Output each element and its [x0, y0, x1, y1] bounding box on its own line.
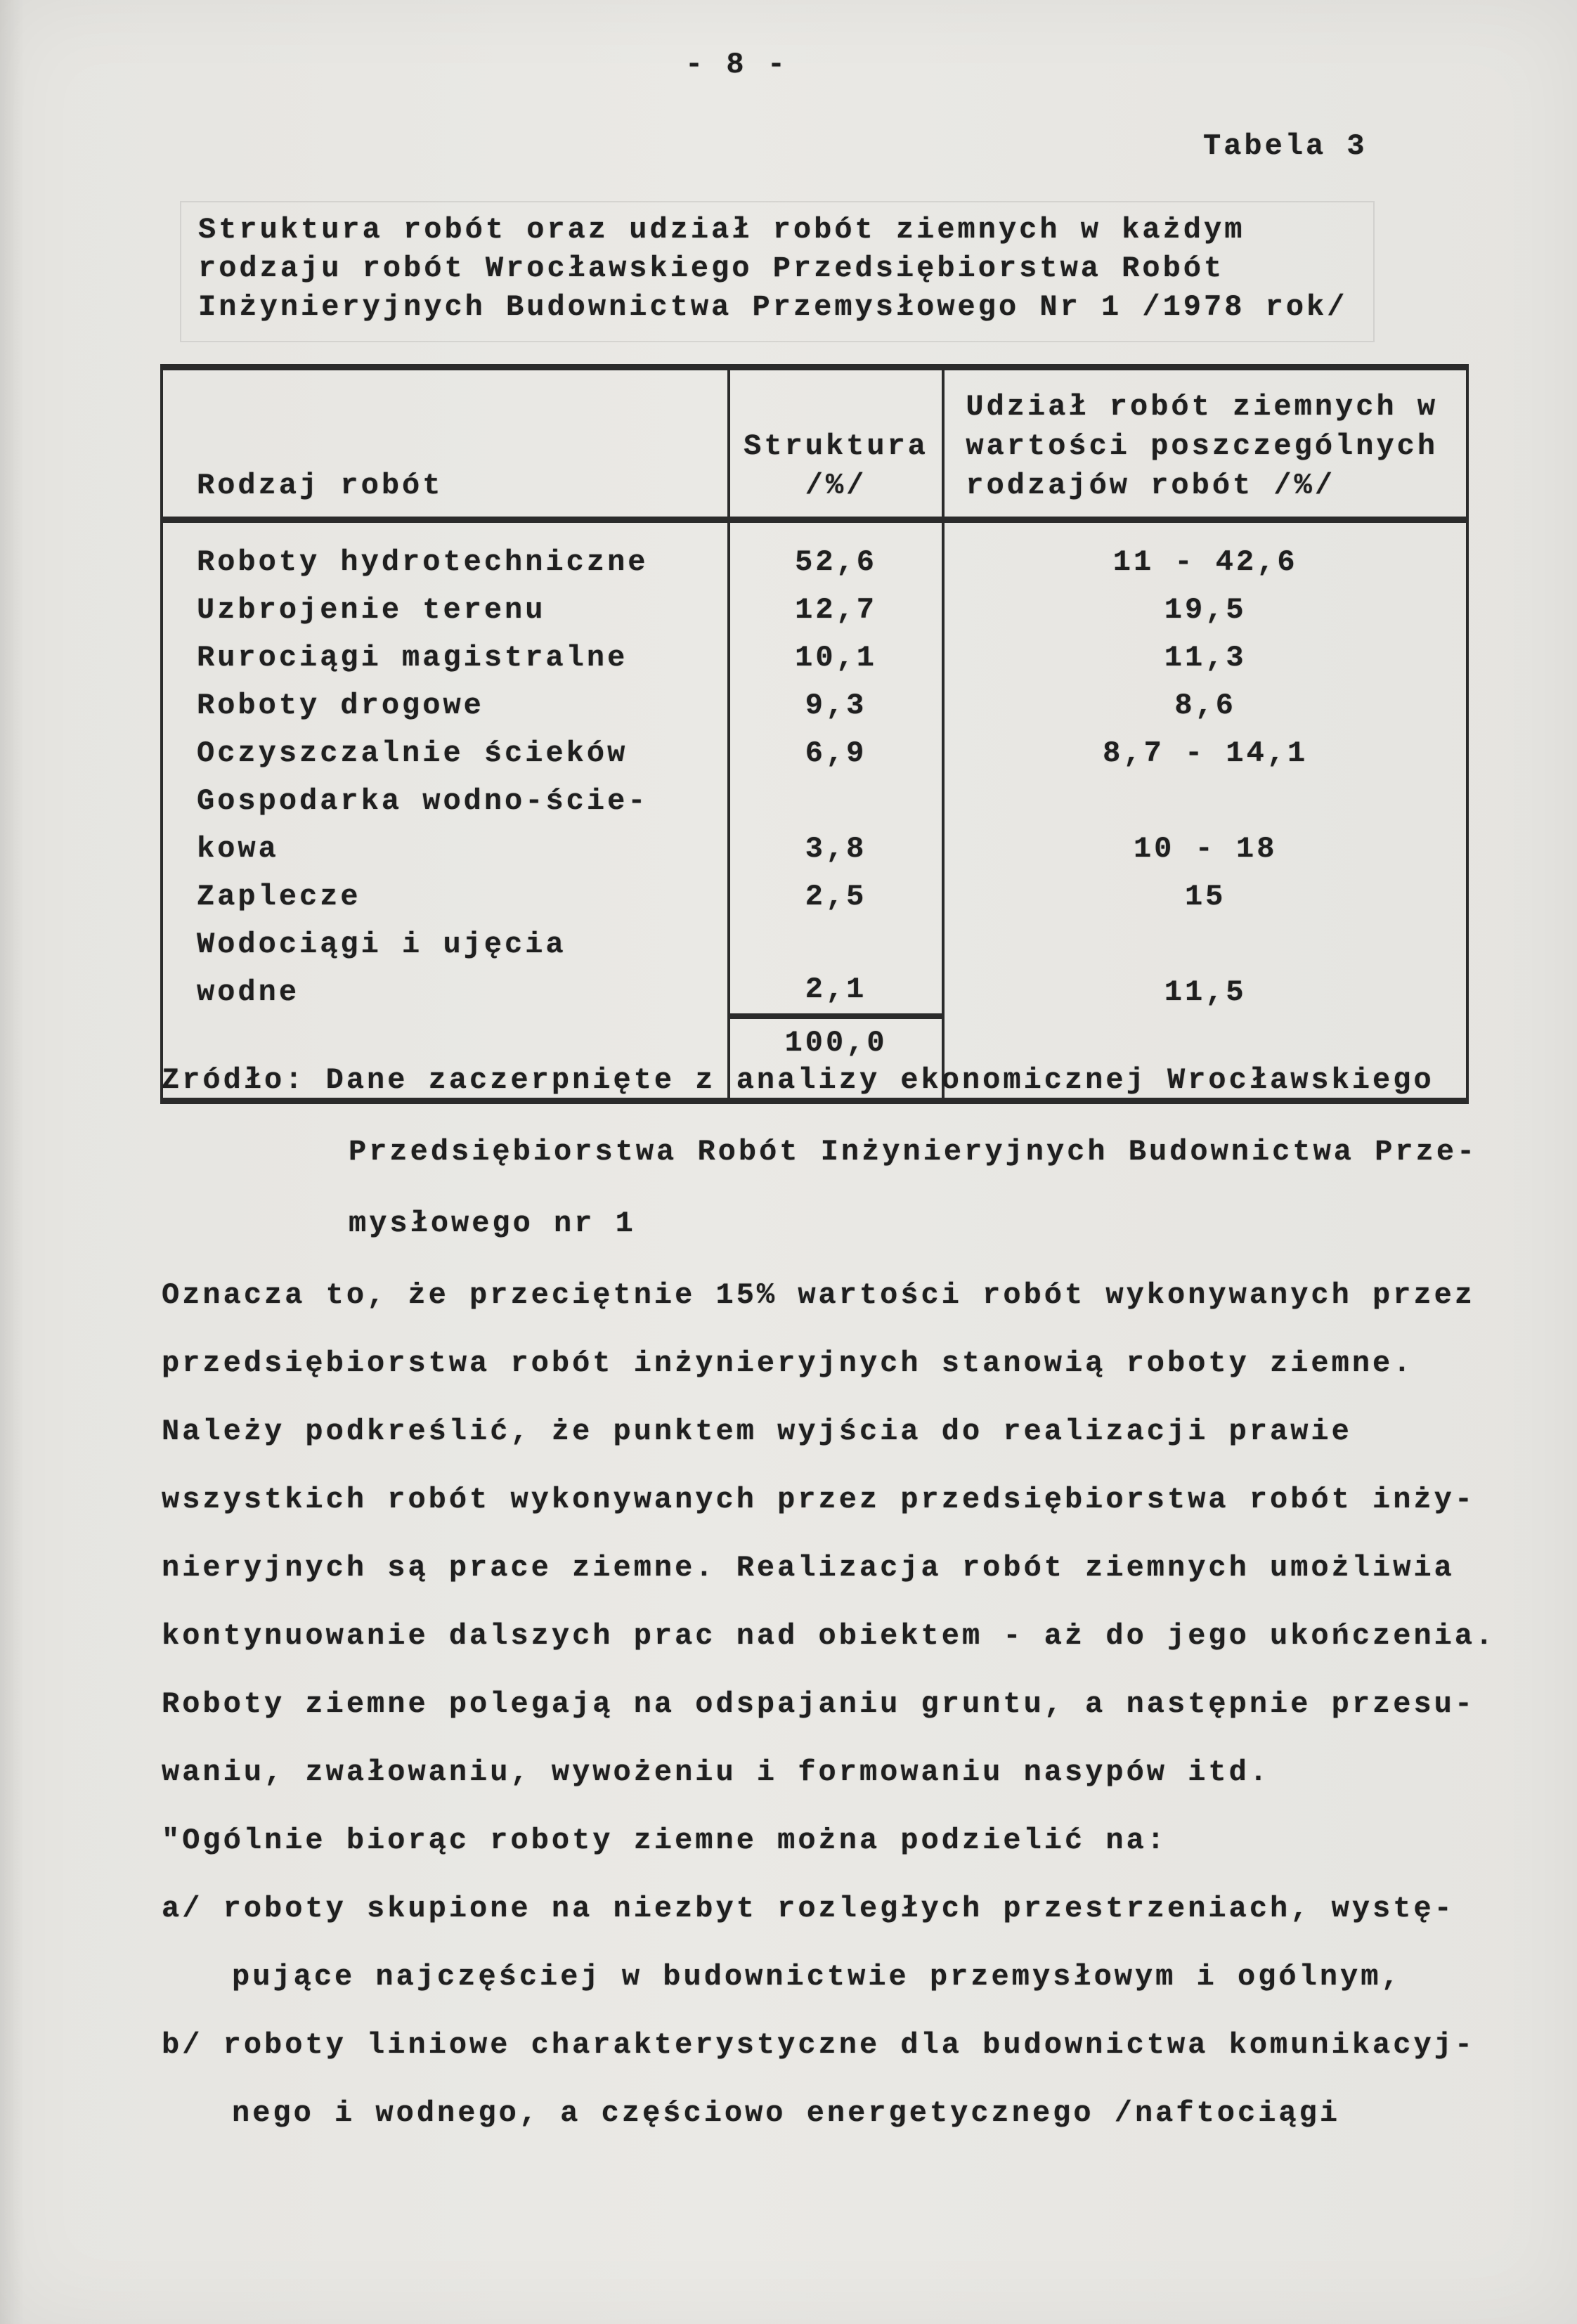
paragraph-line: wszystkich robót wykonywanych przez przedsiębiorstwa robót inży-	[162, 1483, 1476, 1517]
header-col2-line2: /%/	[805, 469, 867, 502]
table-row	[162, 682, 1467, 729]
row-udzial-value: 19,5	[943, 586, 1467, 634]
list-item-b-continuation: nego i wodnego, a częściowo energetycznego /naftociągi	[232, 2096, 1341, 2130]
row-udzial-value: 15	[943, 873, 1467, 921]
row-struktura-value: 3,8	[729, 777, 944, 873]
row-label-line2: wodne	[197, 975, 300, 1009]
total-value: 100,0	[729, 1016, 944, 1101]
row-label	[162, 921, 729, 1016]
data-table	[160, 364, 1469, 1104]
table-row	[162, 873, 1467, 921]
row-struktura-value: 52,6	[729, 520, 944, 587]
header-udzial	[943, 368, 1467, 520]
row-label: Rurociągi magistralne	[197, 641, 628, 675]
row-struktura-value: 6,9	[729, 729, 944, 777]
paragraph-line: kontynuowanie dalszych prac nad obiektem - aż do jego ukończenia.	[162, 1619, 1496, 1653]
row-struktura-value: 12,7	[729, 586, 944, 634]
row-label: Zaplecze	[197, 880, 361, 914]
paragraph-line: waniu, zwałowaniu, wywożeniu i formowaniu nasypów itd.	[162, 1755, 1271, 1789]
header-col3-line1: Udział robót ziemnych w	[966, 390, 1439, 424]
page-number: - 8 -	[685, 48, 788, 82]
table-row	[162, 921, 1467, 1016]
source-line-3: mysłowego nr 1	[349, 1207, 636, 1240]
document-title	[180, 201, 1375, 342]
paragraph-line: Roboty ziemne polegają na odspajaniu gruntu, a następnie przesu-	[162, 1687, 1476, 1721]
header-struktura	[729, 368, 944, 520]
row-udzial-value: 11 - 42,6	[943, 520, 1467, 587]
table-row	[162, 520, 1467, 587]
table-caption-label: Tabela 3	[1203, 129, 1368, 163]
paragraph-line: nieryjnych są prace ziemne. Realizacja robót ziemnych umożliwia	[162, 1551, 1455, 1585]
paragraph-line: przedsiębiorstwa robót inżynieryjnych stanowią roboty ziemne.	[162, 1346, 1414, 1380]
row-label: Oczyszczalnie ścieków	[197, 736, 628, 770]
header-rodzaj-robot	[162, 368, 729, 520]
row-struktura-value: 9,3	[729, 682, 944, 729]
title-line-2: rodzaju robót Wrocławskiego Przedsiębiorstwa Robót	[198, 252, 1225, 285]
table-row	[162, 586, 1467, 634]
row-label: Roboty drogowe	[197, 689, 484, 722]
row-udzial-value: 11,5	[943, 921, 1467, 1016]
title-line-3: Inżynieryjnych Budownictwa Przemysłowego Nr 1 /1978 rok/	[198, 290, 1348, 324]
title-line-1: Struktura robót oraz udział robót ziemnych w każdym	[198, 213, 1245, 247]
row-struktura-value: 2,5	[729, 873, 944, 921]
row-label: Roboty hydrotechniczne	[197, 545, 649, 579]
list-item-b-line: b/ roboty liniowe charakterystyczne dla budownictwa komunikacyj-	[162, 2028, 1476, 2062]
paragraph-line: Należy podkreślić, że punktem wyjścia do realizacji prawie	[162, 1415, 1352, 1448]
list-item-a-continuation: pujące najczęściej w budownictwie przemysłowym i ogólnym,	[232, 1960, 1402, 1994]
header-col2-line1: Struktura	[744, 429, 928, 463]
row-label-line1: Gospodarka wodno-ście-	[197, 784, 649, 818]
row-struktura-value: 2,1	[729, 921, 944, 1016]
paragraph-line: Oznacza to, że przeciętnie 15% wartości robót wykonywanych przez	[162, 1278, 1476, 1312]
header-col3-line3: rodzajów robót /%/	[966, 469, 1336, 502]
row-struktura-value: 10,1	[729, 634, 944, 682]
body-text	[162, 1279, 1539, 2165]
source-note	[162, 1063, 1511, 1278]
row-label-line1: Wodociągi i ujęcia	[197, 928, 566, 961]
header-col1-text: Rodzaj robót	[197, 469, 443, 502]
row-udzial-value: 11,3	[943, 634, 1467, 682]
list-item-a-line: a/ roboty skupione na niezbyt rozległych przestrzeniach, wystę-	[162, 1892, 1455, 1926]
paragraph-line: "Ogólnie biorąc roboty ziemne można podzielić na:	[162, 1824, 1168, 1857]
table-row	[162, 634, 1467, 682]
row-label-line2: kowa	[197, 832, 279, 866]
source-line-2: Przedsiębiorstwa Robót Inżynieryjnych Budownictwa Prze-	[349, 1135, 1478, 1169]
row-udzial-value: 8,6	[943, 682, 1467, 729]
table-row	[162, 777, 1467, 873]
table-row	[162, 729, 1467, 777]
header-col3-line2: wartości poszczególnych	[966, 429, 1439, 463]
row-label	[162, 777, 729, 873]
row-label: Uzbrojenie terenu	[197, 593, 546, 627]
table-header-row	[162, 368, 1467, 520]
row-udzial-value: 10 - 18	[943, 777, 1467, 873]
row-udzial-value: 8,7 - 14,1	[943, 729, 1467, 777]
source-line-1: Zródło: Dane zaczerpnięte z analizy ekonomicznej Wrocławskiego	[162, 1063, 1434, 1097]
